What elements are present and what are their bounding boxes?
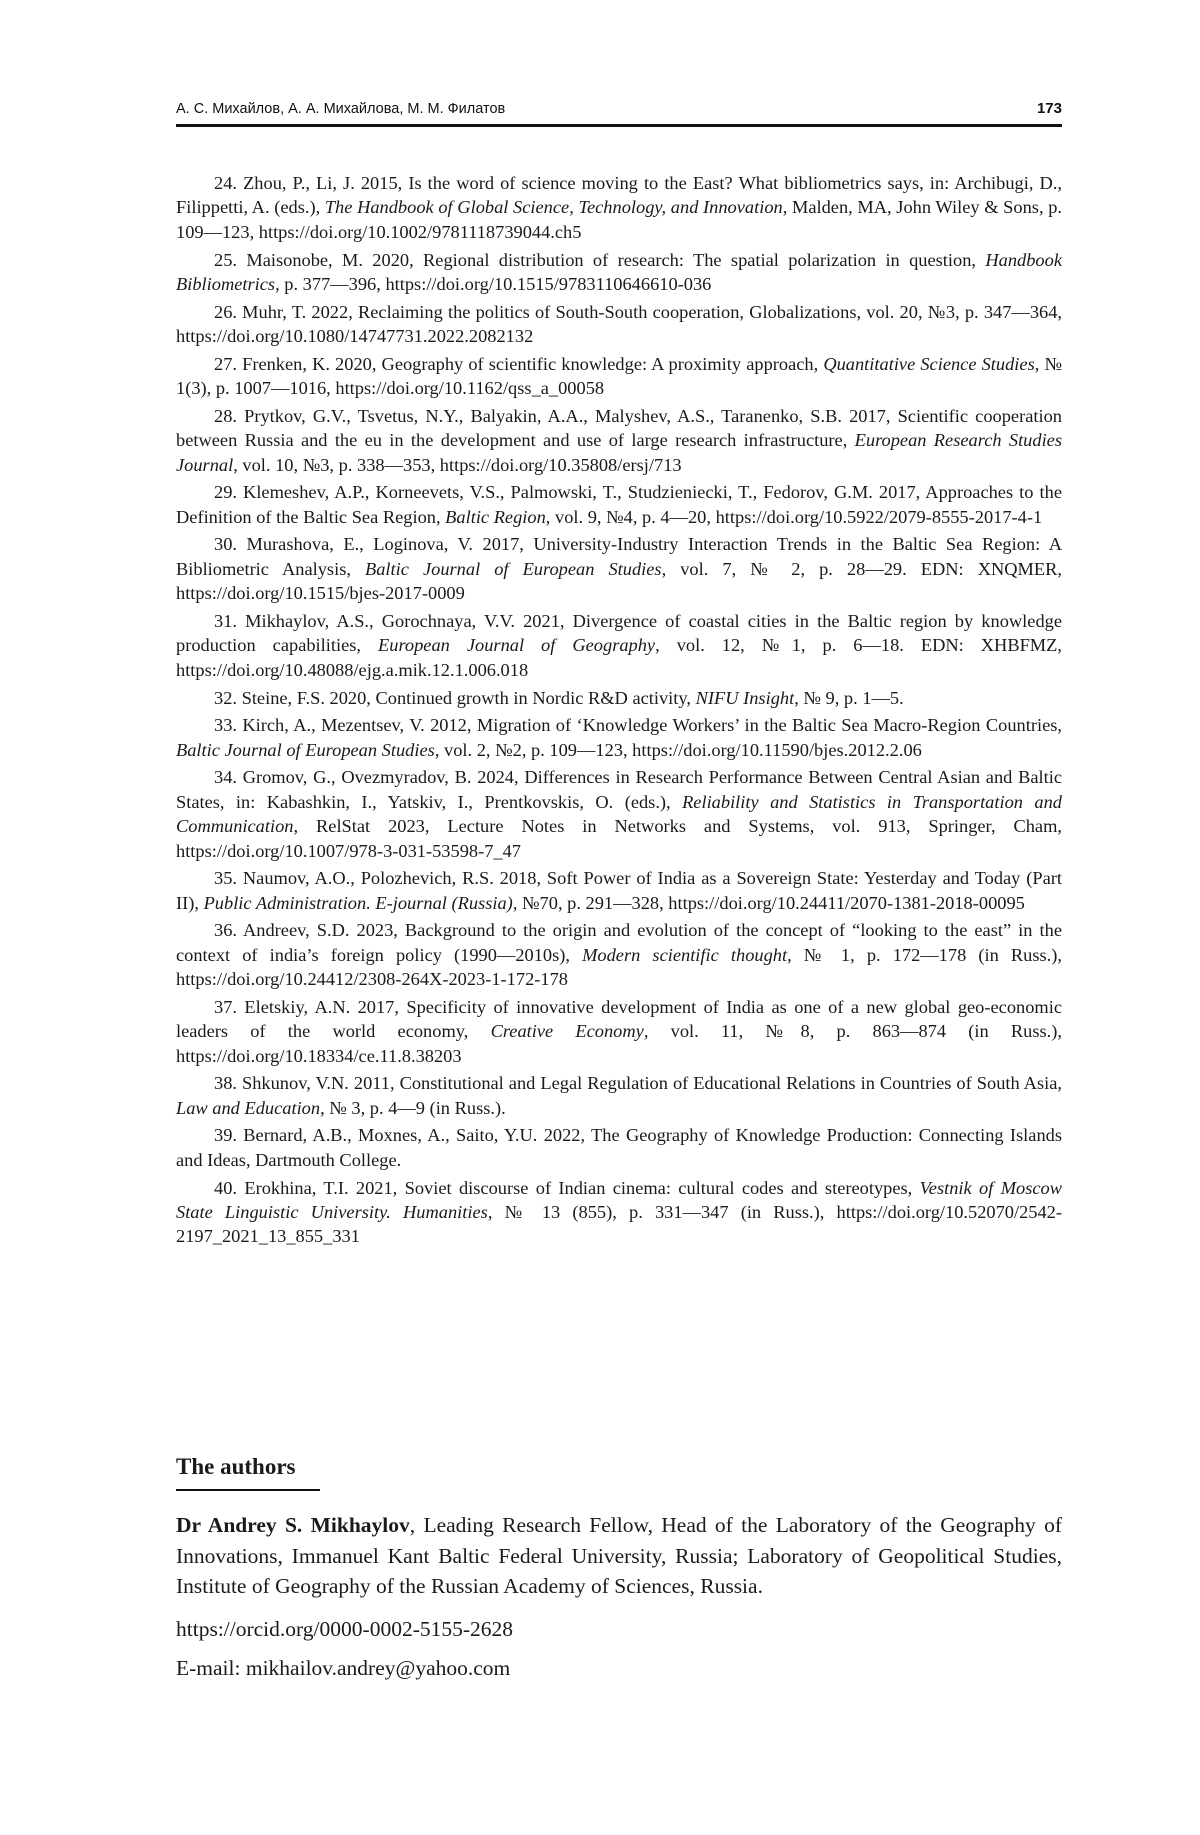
reference-text: 31. Mikhaylov, A.S., Gorochnaya, V.V. 2021, Divergence of coastal cities in the Baltic region by knowledge production capabilities, (176, 611, 1062, 655)
reference-text: 36. Andreev, S.D. 2023, Background to the origin and evolution of the concept of “looking to the east” in the context of india’s foreign policy (1990—2010s), (176, 920, 1062, 964)
reference-item (176, 1071, 1062, 1120)
reference-item (176, 918, 1062, 991)
reference-item (176, 404, 1062, 477)
reference-text: , № 9, p. 1—5. (794, 688, 904, 708)
running-header (176, 100, 1062, 117)
reference-item (176, 532, 1062, 605)
reference-source-title: Vestnik of Moscow State Linguistic University. Humanities (176, 1178, 1062, 1222)
reference-text: 27. Frenken, K. 2020, Geography of scientific knowledge: A proximity approach, (214, 354, 823, 374)
reference-item (176, 686, 1062, 710)
reference-text: 35. Naumov, A.O., Polozhevich, R.S. 2018, Soft Power of India as a Sovereign State: Yesterday and Today (Part II), (176, 868, 1062, 912)
reference-text: 24. Zhou, P., Li, J. 2015, Is the word of science moving to the East? What bibliometrics says, in: Archibugi, D., Filippetti, A. (eds.), (176, 173, 1062, 217)
reference-text: , RelStat 2023, Lecture Notes in Networks and Systems, vol. 913, Springer, Cham, https://doi.org/10.1007/978-3-031-53598-7_47 (176, 816, 1062, 860)
reference-text: , № 1(3), p. 1007—1016, https://doi.org/10.1162/qss_a_00058 (176, 354, 1062, 398)
reference-text: , vol. 2, №2, p. 109—123, https://doi.org/10.11590/bjes.2012.2.06 (435, 740, 922, 760)
reference-text: , № 3, p. 4—9 (in Russ.). (320, 1098, 506, 1118)
reference-source-title: Quantitative Science Studies (823, 354, 1034, 374)
reference-text: , №70, p. 291—328, https://doi.org/10.24411/2070-1381-2018-00095 (513, 893, 1025, 913)
author-name: Dr Andrey S. Mikhaylov (176, 1513, 410, 1537)
reference-text: , vol. 9, №4, p. 4—20, https://doi.org/10.5922/2079-8555-2017-4-1 (546, 507, 1042, 527)
reference-item (176, 248, 1062, 297)
header-authors: А. С. Михайлов, А. А. Михайлова, М. М. Филатов (176, 101, 505, 117)
reference-item (176, 765, 1062, 863)
author-orcid-link[interactable]: https://orcid.org/0000-0002-5155-2628 (176, 1614, 1062, 1645)
reference-source-title: Public Administration. E-journal (Russia) (204, 893, 513, 913)
reference-source-title: Baltic Region (445, 507, 546, 527)
reference-text: , vol. 7, № 2, p. 28—29. EDN: XNQMER, https://doi.org/10.1515/bjes-2017-0009 (176, 559, 1062, 603)
reference-source-title: Creative Economy (491, 1021, 644, 1041)
reference-text: 25. Maisonobe, M. 2020, Regional distribution of research: The spatial polarization in question, (214, 250, 985, 270)
reference-text: 34. Gromov, G., Ovezmyradov, B. 2024, Differences in Research Performance Between Central Asian and Baltic States, in: Kabashkin, I., Yatskiv, I., Prentkovskis, O. (eds.), (176, 767, 1062, 811)
reference-source-title: Handbook Bibliometrics (176, 250, 1062, 294)
reference-text: , № 1, p. 172—178 (in Russ.), https://doi.org/10.24412/2308-264X-2023-1-172-178 (176, 945, 1062, 989)
reference-item (176, 300, 1062, 349)
reference-text: 40. Erokhina, T.I. 2021, Soviet discourse of Indian cinema: cultural codes and stereotypes, (214, 1178, 920, 1198)
reference-source-title: NIFU Insight (696, 688, 795, 708)
reference-item (176, 609, 1062, 682)
page-number: 173 (1037, 100, 1062, 117)
reference-text: 37. Eletskiy, A.N. 2017, Specificity of innovative development of India as one of a new global geo-economic leaders of the world economy, (176, 997, 1062, 1041)
reference-item (176, 480, 1062, 529)
reference-item (176, 713, 1062, 762)
header-rule (176, 124, 1062, 127)
reference-item (176, 1123, 1062, 1172)
authors-title-underline (176, 1489, 320, 1491)
reference-source-title: European Journal of Geography (378, 635, 655, 655)
author-email[interactable]: E-mail: mikhailov.andrey@yahoo.com (176, 1653, 1062, 1684)
reference-text: 39. Bernard, A.B., Moxnes, A., Saito, Y.U. 2022, The Geography of Knowledge Production: Connecting Islands and Ideas, Dartmouth College. (176, 1125, 1062, 1169)
reference-item (176, 352, 1062, 401)
reference-source-title: The Handbook of Global Science, Technology, and Innovation (325, 197, 783, 217)
reference-text: 26. Muhr, T. 2022, Reclaiming the politics of South-South cooperation, Globalizations, vol. 20, №3, p. 347—364, https://doi.org/10.1080/14747731.2022.2082132 (176, 302, 1062, 346)
reference-text: 30. Murashova, E., Loginova, V. 2017, University-Industry Interaction Trends in the Baltic Sea Region: A Bibliometric Analysis, (176, 534, 1062, 578)
journal-page (0, 0, 1200, 1835)
reference-list (176, 171, 1062, 1252)
reference-text: , vol. 12, №1, p. 6—18. EDN: XHBFMZ, https://doi.org/10.48088/ejg.a.mik.12.1.006.018 (176, 635, 1062, 679)
reference-item (176, 995, 1062, 1068)
reference-text: 29. Klemeshev, A.P., Korneevets, V.S., Palmowski, T., Studzieniecki, T., Fedorov, G.M. 2017, Approaches to the Definition of the Baltic Sea Region, (176, 482, 1062, 526)
authors-section-title: The authors (176, 1454, 296, 1480)
reference-text: , p. 377—396, https://doi.org/10.1515/9783110646610-036 (275, 274, 711, 294)
author-entry (176, 1510, 1062, 1693)
reference-text: 33. Kirch, A., Mezentsev, V. 2012, Migration of ‘Knowledge Workers’ in the Baltic Sea Macro-Region Countries, (214, 715, 1062, 735)
reference-source-title: European Research Studies Journal (176, 430, 1062, 474)
reference-source-title: Reliability and Statistics in Transportation and Communication (176, 792, 1062, 836)
reference-item (176, 866, 1062, 915)
author-bio: , Leading Research Fellow, Head of the Laboratory of the Geography of Innovations, Immanuel Kant Baltic Federal University, Russia; Laboratory of Geopolitical Studies, Institute of Geography of the Russian Academy of Sciences, Russia. (176, 1513, 1062, 1598)
reference-source-title: Modern scientific thought (582, 945, 787, 965)
reference-text: 38. Shkunov, V.N. 2011, Constitutional and Legal Regulation of Educational Relations in Countries of South Asia, (214, 1073, 1062, 1093)
author-bio-paragraph (176, 1510, 1062, 1602)
reference-text: , vol. 11, №8, p. 863—874 (in Russ.), https://doi.org/10.18334/ce.11.8.38203 (176, 1021, 1062, 1065)
reference-item (176, 1176, 1062, 1249)
reference-source-title: Law and Education (176, 1098, 320, 1118)
reference-source-title: Baltic Journal of European Studies (176, 740, 435, 760)
reference-text: , № 13 (855), p. 331—347 (in Russ.), https://doi.org/10.52070/2542-2197_2021_13_855_331 (176, 1202, 1062, 1246)
reference-text: , vol. 10, №3, p. 338—353, https://doi.org/10.35808/ersj/713 (233, 455, 681, 475)
reference-text: , Malden, MA, John Wiley & Sons, p. 109—123, https://doi.org/10.1002/9781118739044.ch5 (176, 197, 1062, 241)
reference-item (176, 171, 1062, 244)
reference-text: 32. Steine, F.S. 2020, Continued growth in Nordic R&D activity, (214, 688, 696, 708)
reference-source-title: Baltic Journal of European Studies (365, 559, 662, 579)
reference-text: 28. Prytkov, G.V., Tsvetus, N.Y., Balyakin, A.A., Malyshev, A.S., Taranenko, S.B. 2017, Scientific cooperation between Russia and the eu in the development and use of large research infrastructure, (176, 406, 1062, 450)
